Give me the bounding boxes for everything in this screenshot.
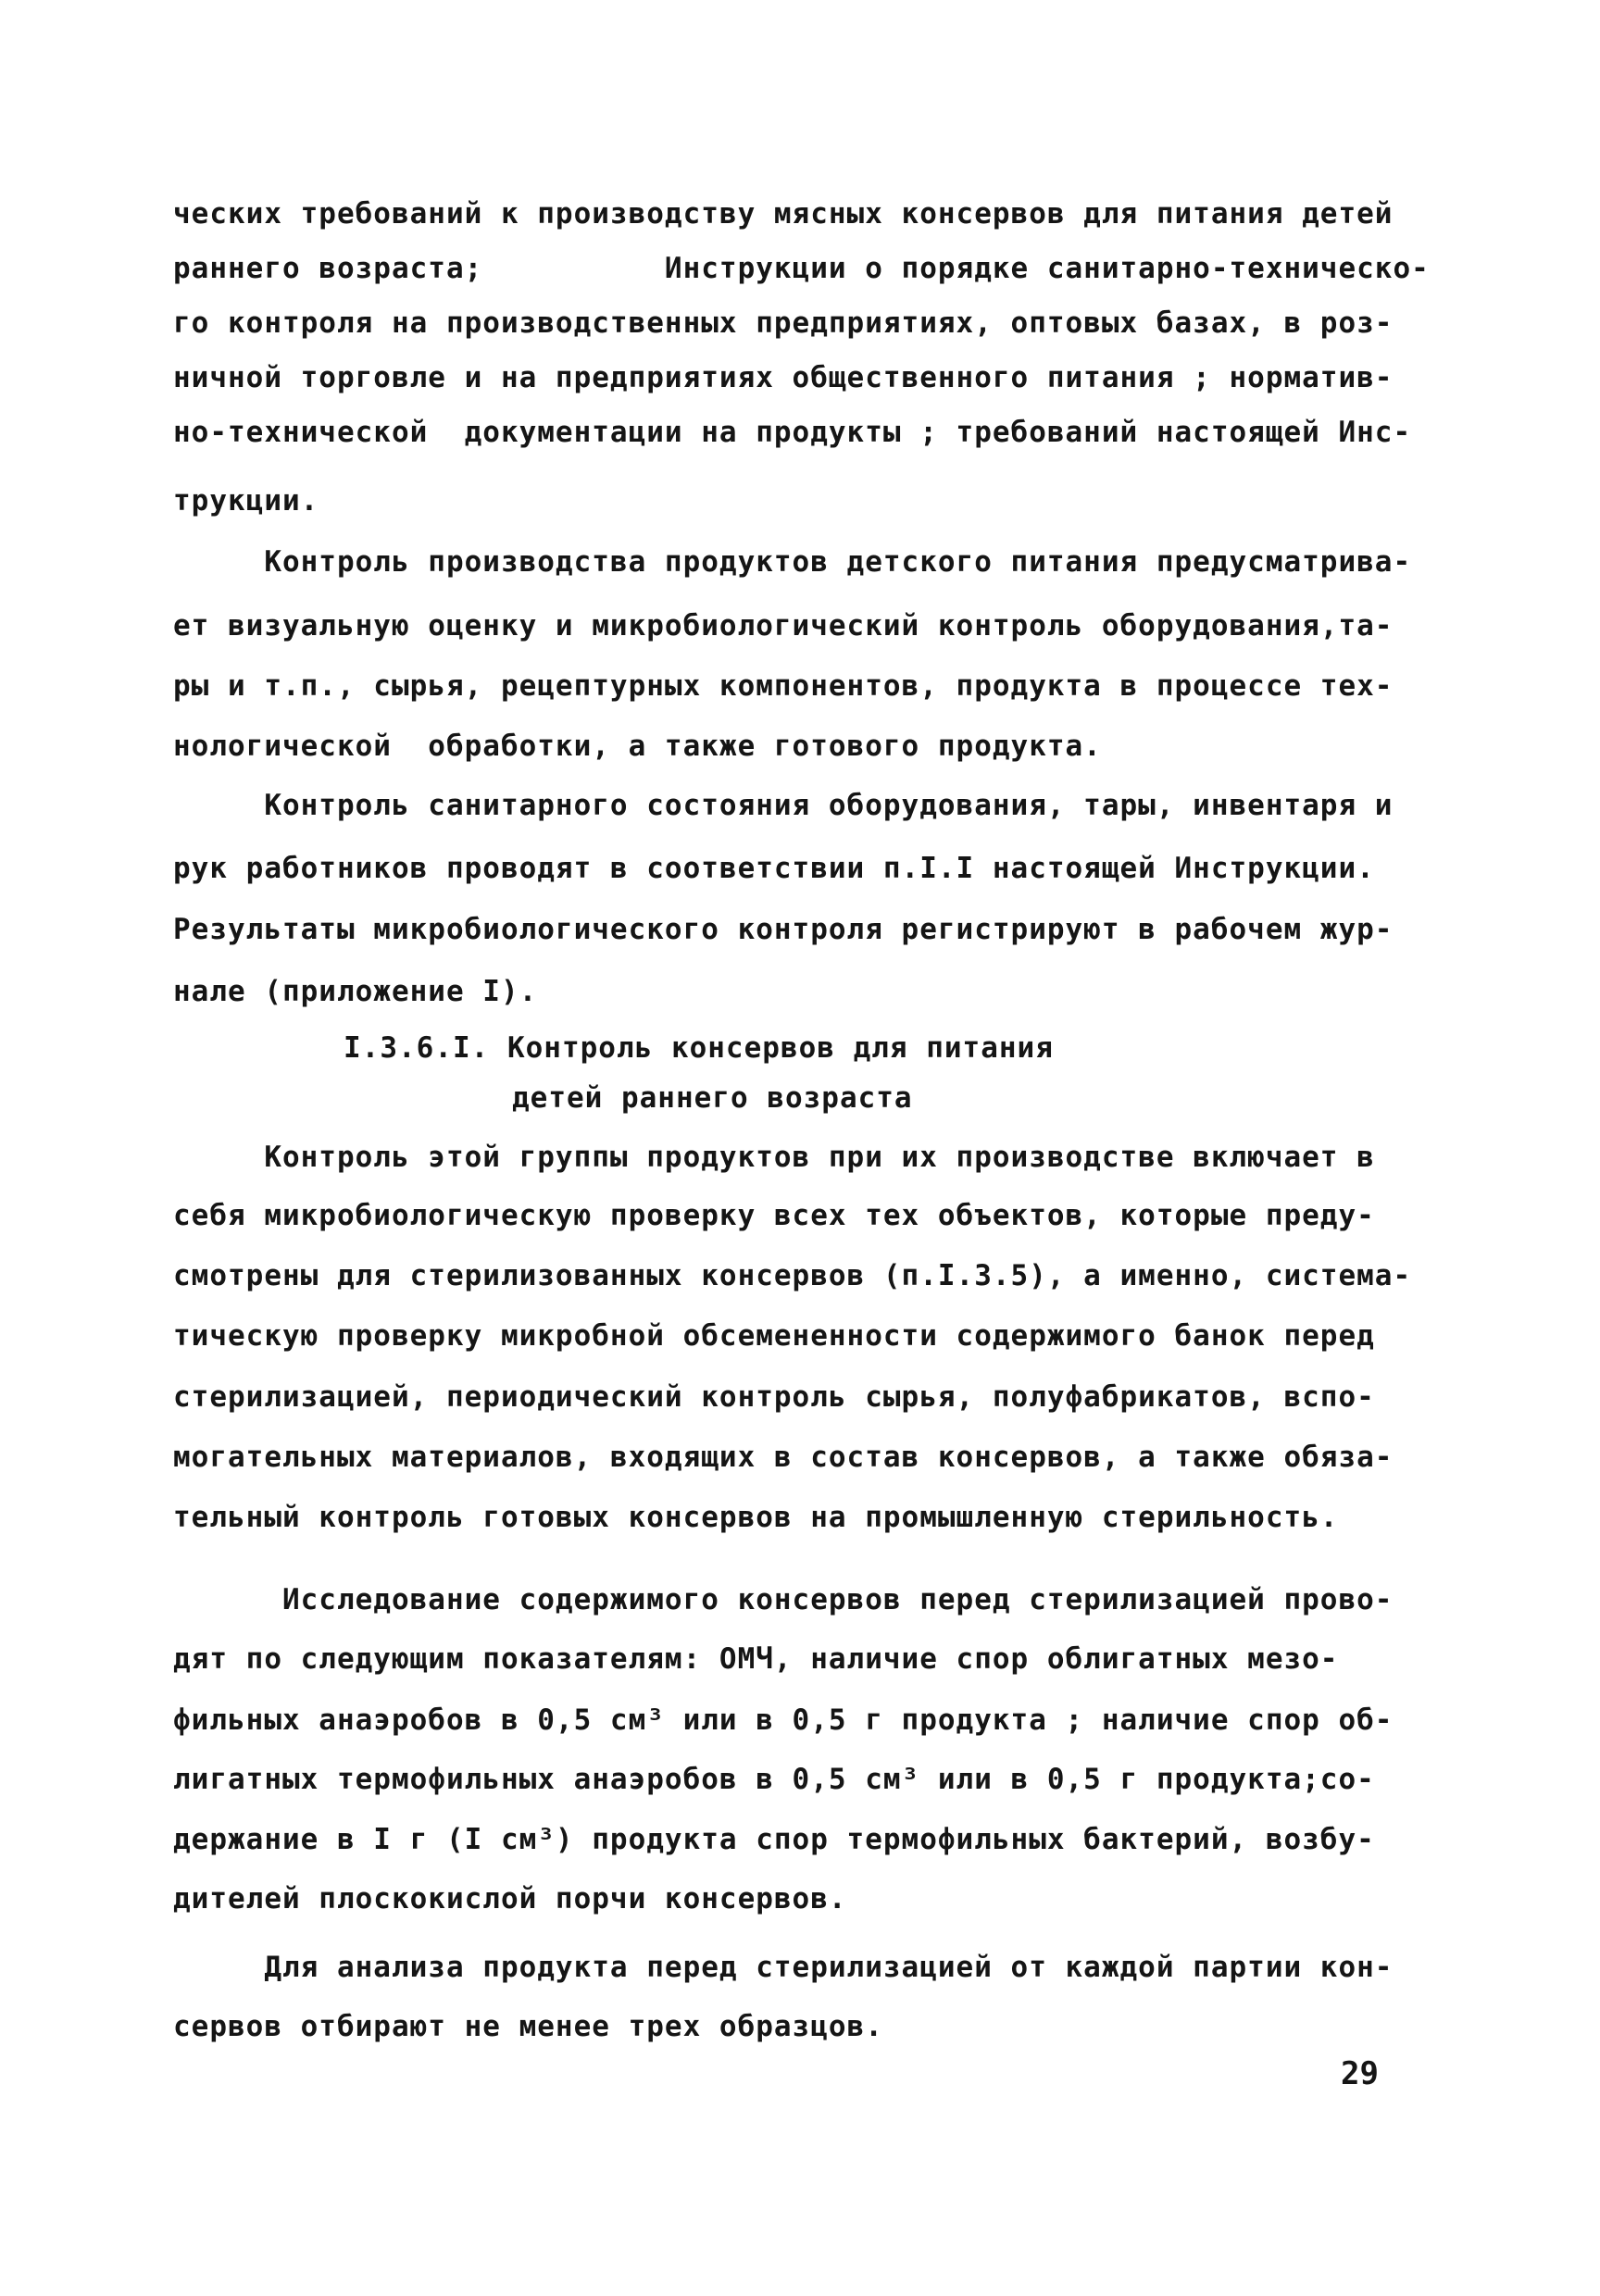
group-paragraph-line: тельный контроль готовых консервов на промышленную стерильность. (173, 1501, 1339, 1534)
study-paragraph-line: Исследование содержимого консервов перед стерилизацией прово- (173, 1583, 1394, 1616)
sanitary-paragraph-line: Результаты микробиологического контроля регистрируют в рабочем жур- (173, 913, 1394, 946)
intro-line: но-технической документации на продукты ; требований настоящей Инс- (173, 416, 1412, 449)
group-paragraph-line: могательных материалов, входящих в состав консервов, а также обяза- (173, 1441, 1394, 1474)
sample-paragraph-line: Для анализа продукта перед стерилизацией от каждой партии кон- (173, 1951, 1394, 1984)
intro-line: ческих требований к производству мясных консервов для питания детей (173, 197, 1394, 231)
sample-paragraph-line: сервов отбирают не менее трех образцов. (173, 2010, 883, 2043)
control-paragraph-line: ры и т.п., сырья, рецептурных компонентов, продукта в процессе тех- (173, 669, 1394, 703)
study-paragraph-line: лигатных термофильных анаэробов в 0,5 см³ или в 0,5 г продукта;со- (173, 1763, 1375, 1796)
study-paragraph-line: держание в I г (I см³) продукта спор термофильных бактерий, возбу- (173, 1823, 1375, 1856)
group-paragraph-line: себя микробиологическую проверку всех тех объектов, которые преду- (173, 1199, 1375, 1232)
intro-line: раннего возраста; Инструкции о порядке санитарно-техническо- (173, 252, 1430, 285)
group-paragraph-line: Контроль этой группы продуктов при их производстве включает в (173, 1141, 1375, 1174)
section-heading-continued: детей раннего возраста (512, 1081, 913, 1115)
sanitary-paragraph-line: рук работников проводят в соответствии п.I.I настоящей Инструкции. (173, 852, 1375, 885)
intro-line: ничной торговле и на предприятиях общественного питания ; норматив- (173, 361, 1394, 394)
study-paragraph-line: дят по следующим показателям: ОМЧ, наличие спор облигатных мезо- (173, 1642, 1339, 1676)
control-paragraph-line: нологической обработки, а также готового продукта. (173, 730, 1102, 763)
section-heading: I.3.6.I. Контроль консервов для питания (344, 1031, 1054, 1065)
group-paragraph-line: стерилизацией, периодический контроль сырья, полуфабрикатов, вспо- (173, 1380, 1375, 1414)
intro-line: го контроля на производственных предприятиях, оптовых базах, в роз- (173, 306, 1394, 340)
control-paragraph-line: Контроль производства продуктов детского питания предусматрива- (173, 545, 1412, 579)
intro-line: трукции. (173, 484, 319, 518)
study-paragraph-line: дителей плоскокислой порчи консервов. (173, 1882, 847, 1915)
sanitary-paragraph-line: нале (приложение I). (173, 975, 538, 1008)
page-number: 29 (1341, 2055, 1379, 2092)
group-paragraph-line: тическую проверку микробной обсемененности содержимого банок перед (173, 1319, 1375, 1353)
control-paragraph-line: ет визуальную оценку и микробиологический контроль оборудования,та- (173, 609, 1394, 643)
study-paragraph-line: фильных анаэробов в 0,5 см³ или в 0,5 г продукта ; наличие спор об- (173, 1703, 1394, 1737)
group-paragraph-line: смотрены для стерилизованных консервов (п.I.3.5), а именно, система- (173, 1259, 1412, 1292)
sanitary-paragraph-line: Контроль санитарного состояния оборудования, тары, инвентаря и (173, 789, 1394, 822)
